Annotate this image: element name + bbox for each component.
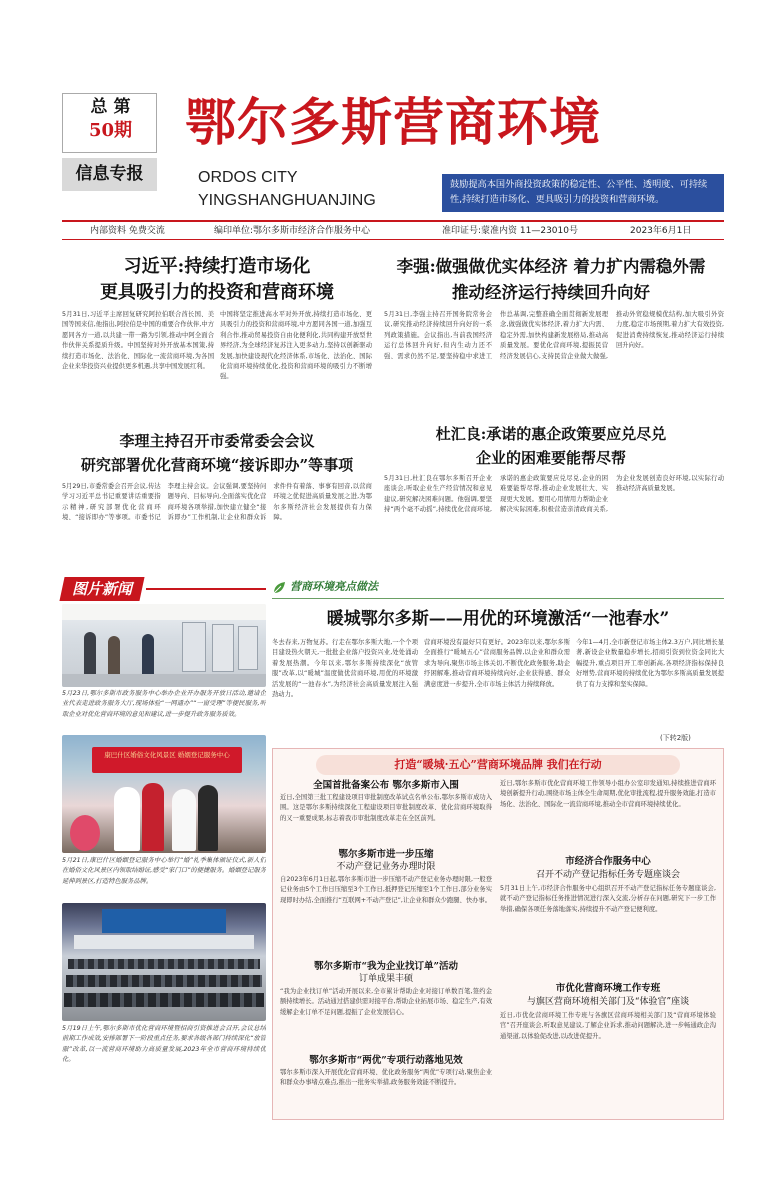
info-permit: 准印证号:蒙准内资 11—23010号: [442, 226, 578, 236]
wedding-banner: [92, 747, 242, 773]
article2-body: 5月31日,李强主持召开国务院常务会议,研究推动经济持续回升向好的一系列政策措施。会议指出,当前我国经济运行总体回升向好,但内生动力还不强、需求仍然不足,要坚持稳中求进工作总基调,完整准确全面贯彻新发展理念,做强做优实体经济,着力扩大内需、稳定外需,加快构建新发展格局,推动高质量发展。要优化营商环境,提振民营经济发展信心,支持民营企业做大做强,推动外贸稳规模优结构,加大吸引外资力度,稳定市场预期,着力扩大有效投资,促进消费持续恢复,推动经济运行持续回升向好。: [384, 311, 724, 360]
wedding-bride-2: [172, 789, 196, 851]
article1-title-line2: 更具吸引力的投资和营商环境: [100, 282, 334, 303]
leaf-icon: [272, 580, 286, 594]
brand-left-h3b: 订单成果丰硕: [358, 974, 413, 984]
article3-body: 5月29日,市委常委会召开会议,传达学习习近平总书记重要讲话重要指示精神,研究部署优化营商环境、“接诉即办”等事项。市委书记李理主持会议。会议强调,要坚持问题导向、目标导向,全面落实优化营商环境各项举措,加快建立健全“接诉即办”工作机制,让企业和群众诉求件件有着落、事事有回音,以营商环境之优促进高质量发展之进,为鄂尔多斯经济社会发展提供有力保障。: [62, 483, 372, 522]
wedding-flowers: [70, 815, 100, 851]
hall-kiosk-1: [182, 622, 206, 672]
pinyin-line2: YINGSHANGHUANJING: [198, 192, 376, 209]
highlight-tag: [272, 579, 472, 597]
brand-banner-text: 打造“暖城·五心”营商环境品牌 我们在行动: [394, 758, 602, 771]
article4-title-line2: 企业的困难要能帮尽帮: [475, 449, 626, 467]
hall-ceiling: [62, 604, 266, 620]
conference-screen: [102, 909, 226, 933]
brand-right-p0: 近日,鄂尔多斯市优化营商环境工作领导小组办公室印发通知,持续推进营商环境创新提升行动,围绕市场主体全生命周期,优化审批流程,提升服务效能,打造市场化、法治化、国际化一流营商环境,推动全市营商环境持续优化。: [500, 780, 716, 808]
issue-prefix: 总 第: [90, 97, 131, 117]
slogan-text: 鼓励提高本国外商投资政策的稳定性、公平性、透明度、可持续性,持续打造市场化、更具吸引力的投资和营商环境。: [450, 179, 708, 205]
highlight-tag-text: 营商环境亮点做法: [290, 580, 378, 593]
highlight-col3: 今年1—4月,全市新登记市场主体2.3万户,同比增长显著,新设企业数量稳步增长,招商引资到位资金同比大幅提升,重点项目开工率创新高,各项经济指标保持良好增势,营商环境的持续优化为鄂尔多斯高质量发展提供了有力支撑和坚实保障。: [576, 639, 724, 688]
conference-stage: [74, 935, 254, 949]
wedding-banner-text: 康巴什区婚俗文化风景区 婚姻登记服务中心: [104, 751, 230, 759]
brand-right-h2a: 市优化营商环境工作专班: [555, 983, 661, 994]
info-publisher: 编印单位:鄂尔多斯市经济合作服务中心: [214, 226, 371, 236]
photo-news-label: 图片新闻: [71, 580, 132, 598]
photo-caption-3: 5月19日上午,鄂尔多斯市优化营商环境暨招商引资推进会召开,会议总结前期工作成效,安排部署下一阶段重点任务,要求各级各部门持续深化“放管服”改革,以一流营商环境助力高质量发展,2023年全市营商环境持续优化。: [62, 1025, 266, 1063]
highlight-col1: 冬去春来,万物复苏。行走在鄂尔多斯大地,一个个项目建设热火朝天,一批批企业落户投资兴业,处处涌动着发展热潮。今年以来,鄂尔多斯持续深化“放管服”改革,以“暖城”温度做优营商环境,用优的环境激活发展的“一池春水”,为经济社会高质量发展注入强劲动力。: [272, 639, 418, 699]
photo-news-rule: [146, 588, 266, 590]
brand-left-h3a: 鄂尔多斯市“我为企业找订单”活动: [314, 961, 458, 972]
highlight-continued: (下转2版): [660, 734, 691, 742]
info-date: 2023年6月1日: [630, 226, 692, 236]
info-internal: 内部资料 免费交流: [90, 226, 165, 236]
hall-person-2: [108, 636, 120, 678]
article3-title-line1: 李理主持召开市委常委会会议: [119, 432, 315, 450]
wedding-groom-1: [142, 783, 164, 851]
masthead-title: 鄂尔多斯营商环境: [185, 93, 602, 153]
brand-left-p3: “我为企业找订单”活动开展以来,全市累计帮助企业对接订单数百笔,签约金额持续增长。活动通过搭建供需对接平台,帮助企业拓展市场、稳定生产,有效缓解企业订单不足问题,提振了企业发展信心。: [280, 988, 492, 1016]
photo-caption-2: 5月21日,康巴什区婚姻登记服务中心举行“婚”礼季集体颁证仪式,新人们在婚俗文化风景区内领取结婚证,感受“家门口”的便捷服务。婚姻登记服务延伸到景区,打造特色服务品牌。: [62, 857, 266, 885]
highlight-title: 暖城鄂尔多斯——用优的环境激活“一池春水”: [326, 609, 670, 629]
brand-left-p2: 自2023年6月1日起,鄂尔多斯市进一步压缩不动产登记业务办理时限,一般登记业务由5个工作日压缩至3个工作日,抵押登记压缩至1个工作日,部分业务实现即时办结,全面推行“互联网+不动产登记”,让企业和群众少跑腿、快办事。: [280, 876, 492, 904]
article4-body: 5月31日,杜汇良在鄂尔多斯召开企业座谈会,听取企业生产经营情况和意见建议,研究解决困难问题。他强调,要坚持“两个毫不动摇”,持续优化营商环境,承诺的惠企政策要应兑尽兑,企业的困难要能帮尽帮,推动企业发展壮大、实现更大发展。要用心用情用力帮助企业解决实际困难,积极营造亲清政商关系,为企业发展创造良好环境,以实际行动推动经济高质量发展。: [384, 475, 724, 514]
conference-audience-1: [68, 959, 260, 969]
issue-box: [62, 93, 157, 153]
brand-right-p2: 近日,市优化营商环境工作专班与各旗区营商环境相关部门及“营商环境体验官”召开座谈会,听取意见建议,了解企业诉求,推动问题解决,进一步畅通政企沟通渠道,以体验促改进,以改进促提升。: [500, 1012, 716, 1040]
highlight-col2: 营商环境没有最好只有更好。2023年以来,鄂尔多斯全面推行“暖城五心”营商服务品牌,以企业和群众需求为导向,聚焦市场主体关切,不断优化政务服务,助企纾困解难,推动营商环境持续向好,企业获得感、群众满意度进一步提升,全市市场主体活力持续释放。: [424, 639, 570, 688]
photo-news-header: [59, 577, 144, 601]
photo-wedding-ceremony: [62, 735, 266, 853]
column-tag: [62, 158, 157, 191]
brand-left-h2b: 不动产登记业务办理时限: [336, 862, 436, 872]
brand-right-h2b: 与旗区营商环境相关部门及“体验官”座谈: [526, 997, 690, 1007]
brand-left-h2a: 鄂尔多斯市进一步压缩: [338, 849, 434, 860]
hall-person-1: [84, 632, 96, 678]
conference-audience-3: [64, 993, 264, 1007]
article4-title-line1: 杜汇良:承诺的惠企政策要应兑尽兑: [435, 425, 667, 443]
brand-left-h4: 鄂尔多斯市“两优”专项行动落地见效: [309, 1055, 463, 1066]
hall-floor: [62, 674, 266, 687]
column-tag-label: 信息专报: [75, 164, 144, 184]
brand-banner: [316, 755, 680, 775]
slogan-box: [442, 174, 724, 212]
hall-person-3: [142, 634, 154, 678]
photo-government-hall: [62, 604, 266, 687]
brand-right-h1: 市经济合作服务中心: [565, 856, 651, 867]
brand-right-p1: 5月31日上午,市经济合作服务中心组织召开不动产登记指标任务专题座谈会,就不动产登记指标任务推进情况进行深入交流,分析存在问题,研究下一步工作举措,确保各项任务落地落实,持续提升不动产登记便利度。: [500, 885, 716, 913]
photo-caption-1: 5月23日,鄂尔多斯市政务服务中心举办企业开办服务开放日活动,邀请企业代表走进政务服务大厅,现场体验“一网通办”“一窗受理”等便民服务,听取企业对优化营商环境的意见和建议,进一步提升政务服务质效。: [62, 690, 266, 718]
article2-title-line2: 推动经济运行持续回升向好: [452, 283, 650, 302]
article3-title-line2: 研究部署优化营商环境“接诉即办”等事项: [80, 456, 354, 474]
conference-audience-2: [66, 975, 262, 987]
hall-kiosk-3: [238, 626, 258, 670]
hall-kiosk-2: [212, 624, 234, 672]
article1-col1: 5月31日,习近平主席回复研究阿拉伯联合酋长国、美国等国来信,他指出,阿拉伯是中国的重要合作伙伴,中方愿同各方一道,以共建一带一路为引领,推动中阿全面合作伙伴关系提质升级。中国坚持对外开放基本国策,持续打造市场化、法治化、国际化一流营商环境,为各国企业来华投资兴业提供更多机遇,共享中国发展红利。: [62, 311, 214, 371]
article2-title-line1: 李强:做强做优实体经济 着力扩内需稳外需: [396, 257, 706, 276]
article1-title-line1: 习近平:持续打造市场化: [123, 256, 311, 277]
photo-conference: [62, 903, 266, 1021]
brand-left-p1: 近日,全国第三批工程建设项目审批制度改革试点名单公布,鄂尔多斯市成功入围。这是鄂尔多斯持续深化工程建设项目审批制度改革、优化营商环境取得的又一重要成果,标志着我市审批制度改革走在全区前列。: [280, 794, 492, 822]
highlight-rule: [272, 598, 724, 599]
issue-number: 50期: [88, 120, 133, 141]
wedding-bride-1: [114, 787, 140, 851]
wedding-groom-2: [198, 785, 218, 851]
pinyin-line1: ORDOS CITY: [198, 169, 298, 186]
brand-left-p4: 鄂尔多斯市深入开展优化营商环境、优化政务服务“两优”专项行动,聚焦企业和群众办事堵点难点,推出一批务实举措,政务服务效能不断提升。: [280, 1069, 492, 1087]
brand-left-h1: 全国首批备案公布 鄂尔多斯市入围: [313, 780, 459, 791]
brand-right-h1b: 召开不动产登记指标任务专题座谈会: [535, 870, 680, 880]
article1-col2: 中国将坚定推进高水平对外开放,持续打造市场化、更具吸引力的投资和营商环境,中方愿同各国一道,加强互利合作,推动贸易投资自由化便利化,共同构建开放型世界经济,为全球经济复苏注入更多动力,坚持以创新驱动发展,加快建设现代化经济体系,市场化、法治化、国际化营商环境持续优化,投资和营商环境的吸引力不断增强。: [220, 311, 372, 381]
info-bar: [62, 220, 724, 240]
